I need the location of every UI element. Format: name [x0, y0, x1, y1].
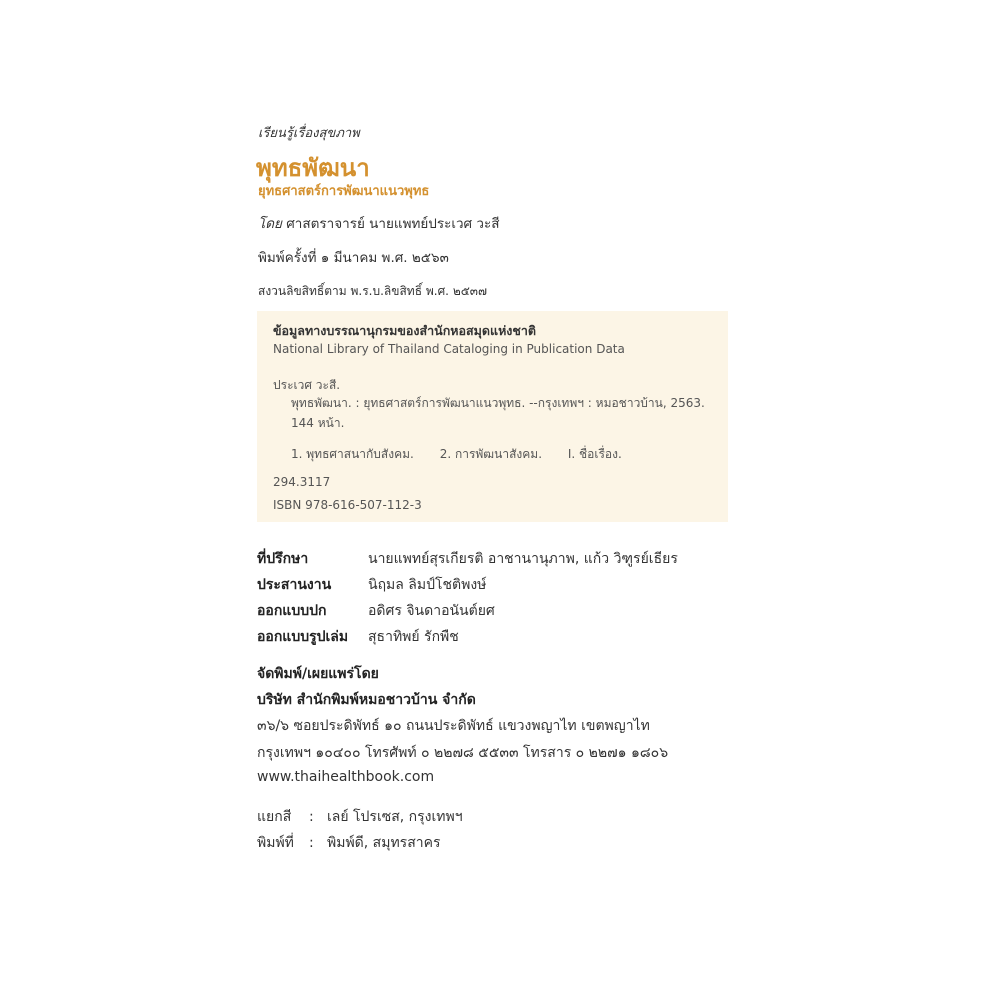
credit-label: ออกแบบรูปเล่ม [257, 629, 349, 645]
credit-value: นิฤมล ลิมป์โชติพงษ์ [368, 577, 487, 593]
credit-value: นายแพทย์สุรเกียรติ อาชานานุภาพ, แก้ว วิฑูรย์เธียร [368, 551, 678, 567]
cip-main-entry: ประเวศ วะสี. [273, 378, 341, 392]
publisher-address-contact: กรุงเทพฯ ๑๐๔๐๐ โทรศัพท์ ๐ ๒๒๗๘ ๕๕๓๓ โทรสาร ๐ ๒๒๗๑ ๑๘๐๖ [257, 745, 669, 761]
book-title: พุทธพัฒนา [256, 154, 370, 182]
production-line: พิมพ์ที่ : พิมพ์ดี, สมุทรสาคร [257, 832, 441, 854]
credit-label: ออกแบบปก [257, 603, 327, 619]
credit-value: สุธาทิพย์ รักพืช [368, 629, 459, 645]
author-name: ศาสตราจารย์ นายแพทย์ประเวศ วะสี [286, 216, 500, 232]
author-line [258, 212, 500, 234]
production-line: แยกสี : เลย์ โปรเซส, กรุงเทพฯ [257, 806, 463, 828]
cip-subject: I. ชื่อเรื่อง. [567, 447, 622, 461]
publisher-heading: จัดพิมพ์/เผยแพร่โดย [257, 666, 379, 682]
publisher-address: ๓๖/๖ ซอยประดิพัทธ์ ๑๐ ถนนประดิพัทธ์ แขวงพญาไท เขตพญาไท [257, 718, 650, 734]
cip-subject: 1. พุทธศาสนากับสังคม. [291, 447, 414, 461]
series-name: เรียนรู้เรื่องสุขภาพ [258, 126, 360, 141]
production-value: เลย์ โปรเซส, กรุงเทพฯ [327, 809, 463, 825]
copyright-line: สงวนลิขสิทธิ์ตาม พ.ร.บ.ลิขสิทธิ์ พ.ศ. ๒๕๓๗ [258, 284, 488, 298]
production-value: พิมพ์ดี, สมุทรสาคร [327, 835, 441, 851]
production-label: แยกสี [257, 809, 292, 825]
publisher-website: www.thaihealthbook.com [257, 769, 435, 785]
cip-heading: ข้อมูลทางบรรณานุกรมของสำนักหอสมุดแห่งชาติ [273, 323, 537, 338]
publisher-name: บริษัท สำนักพิมพ์หมอชาวบ้าน จำกัด [257, 692, 476, 708]
cip-subjects [291, 445, 644, 464]
cip-heading-en: National Library of Thailand Cataloging in Publication Data [273, 342, 625, 356]
cip-isbn: ISBN 978-616-507-112-3 [273, 498, 422, 512]
author-by-label: โดย [258, 216, 282, 232]
credit-label: ประสานงาน [257, 577, 332, 593]
credit-value: อดิศร จินดาอนันต์ยศ [368, 603, 495, 619]
cip-class-number: 294.3117 [273, 475, 331, 489]
credit-label: ที่ปรึกษา [257, 551, 309, 567]
production-label: พิมพ์ที่ [257, 835, 294, 851]
cip-title-line: พุทธพัฒนา. : ยุทธศาสตร์การพัฒนาแนวพุทธ. --กรุงเทพฯ : หมอชาวบ้าน, 2563. [291, 396, 705, 410]
cip-pages: 144 หน้า. [291, 416, 345, 430]
cip-data-box [257, 311, 728, 522]
book-subtitle: ยุทธศาสตร์การพัฒนาแนวพุทธ [258, 184, 430, 199]
edition-line: พิมพ์ครั้งที่ ๑ มีนาคม พ.ศ. ๒๕๖๓ [258, 250, 449, 266]
cip-subject: 2. การพัฒนาสังคม. [439, 447, 543, 461]
